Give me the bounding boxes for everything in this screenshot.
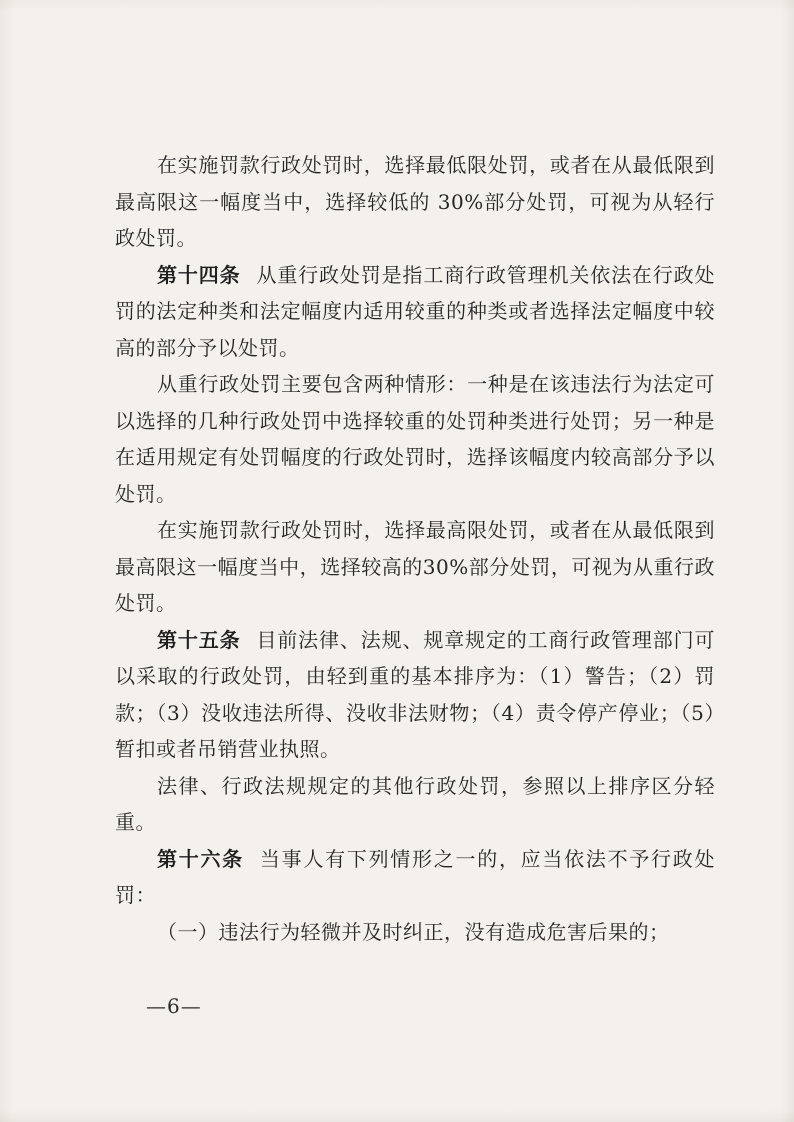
paragraph-5 xyxy=(115,622,715,768)
paragraph-8-text: （一）违法行为轻微并及时纠正，没有造成危害后果的； xyxy=(157,919,670,944)
paragraph-4-text: 在实施罚款行政处罚时，选择最高限处罚，或者在从最低限到最高限这一幅度当中，选择较高的30%部分处罚，可视为从重行政处罚。 xyxy=(115,518,715,615)
document-body xyxy=(115,147,715,950)
paragraph-2 xyxy=(115,257,715,367)
paragraph-1-text: 在实施罚款行政处罚时，选择最低限处罚，或者在从最低限到最高限这一幅度当中，选择较低的 30%部分处罚，可视为从轻行政处罚。 xyxy=(115,153,715,250)
paragraph-7 xyxy=(115,841,715,914)
paragraph-1 xyxy=(115,147,715,257)
paragraph-6 xyxy=(115,768,715,841)
paragraph-8 xyxy=(115,914,715,951)
page-number: —6— xyxy=(146,994,202,1018)
paragraph-4 xyxy=(115,512,715,622)
paragraph-3-text: 从重行政处罚主要包含两种情形：一种是在该违法行为法定可以选择的几种行政处罚中选择较重的处罚种类进行处罚；另一种是在适用规定有处罚幅度的行政处罚时，选择该幅度内较高部分予以处罚。 xyxy=(115,372,715,506)
paragraph-2-text: 从重行政处罚是指工商行政管理机关依法在行政处罚的法定种类和法定幅度内适用较重的种类或者选择法定幅度中较高的部分予以处罚。 xyxy=(115,262,716,360)
article-16-title: 第十六条 xyxy=(157,846,244,871)
paragraph-3 xyxy=(115,366,715,512)
article-15-title: 第十五条 xyxy=(157,627,241,652)
paragraph-5-text: 目前法律、法规、规章规定的工商行政管理部门可以采取的行政处罚，由轻到重的基本排序为：（1）警告；（2）罚款；（3）没收违法所得、没收非法财物；（4）责令停产停业；（5）暂扣或者吊销营业执照。 xyxy=(115,627,716,761)
article-14-title: 第十四条 xyxy=(157,262,241,287)
paragraph-7-text: 当事人有下列情形之一的，应当依法不予行政处罚： xyxy=(115,846,716,907)
paragraph-6-text: 法律、行政法规规定的其他行政处罚，参照以上排序区分轻重。 xyxy=(115,773,715,834)
